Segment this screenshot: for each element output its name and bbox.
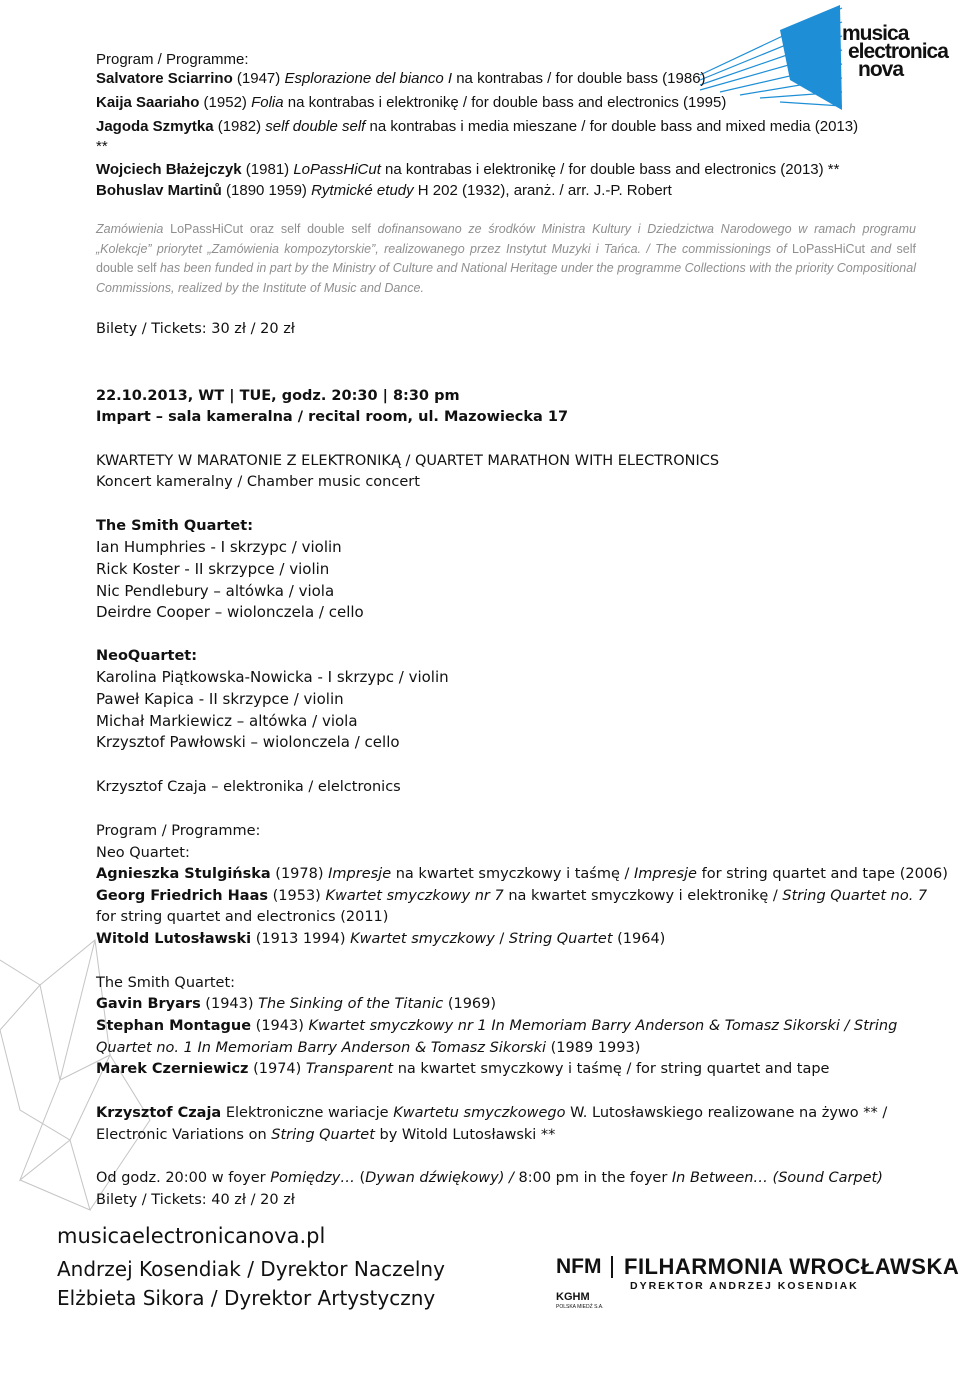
- list-item: Nic Pendlebury – altówka / viola: [96, 581, 335, 600]
- filharmonia-director: DYREKTOR ANDRZEJ KOSENDIAK: [630, 1280, 859, 1292]
- work-detail: for string quartet and tape (2006): [696, 866, 948, 882]
- work-title: The Sinking of the Titanic: [258, 996, 444, 1012]
- composer-name: Jagoda Szmytka: [96, 118, 214, 135]
- composer-year: (1974): [248, 1061, 306, 1077]
- program-item-montague: [96, 1016, 897, 1036]
- program-item-saariaho: [96, 93, 726, 113]
- kghm-sub: POLSKA MIEDŹ S.A.: [556, 1304, 604, 1310]
- program-item-bryars: [96, 994, 496, 1014]
- list-item: Krzysztof Pawłowski – wiolonczela / cello: [96, 733, 400, 752]
- work-title: String Quartet: [271, 1127, 375, 1143]
- program-item-montague-cont: [96, 1038, 640, 1058]
- event-title: KWARTETY W MARATONIE Z ELEKTRONIKĄ / QUARTET MARATHON WITH ELECTRONICS: [96, 453, 720, 469]
- work-title: String Quartet no. 7: [782, 888, 928, 904]
- composer-year: (1943): [251, 1018, 309, 1034]
- work-detail: (1964): [612, 931, 666, 947]
- work-title: Dywan dźwiękowy) /: [365, 1170, 514, 1186]
- composer-year: (1982): [213, 118, 266, 135]
- work-detail: na kwartet smyczkowy i taśmę /: [391, 866, 634, 882]
- logo-electronica: electronica: [848, 40, 948, 63]
- work-title: Folia: [251, 94, 284, 111]
- list-item: Deirdre Cooper – wiolonczela / cello: [96, 603, 364, 622]
- foyer-text: Od godz. 20:00 w foyer: [96, 1170, 271, 1186]
- composer-year: (1981): [241, 161, 294, 178]
- funding-credit: [96, 220, 916, 298]
- electronics-performer: Krzysztof Czaja – elektronika / elelctronics: [96, 779, 401, 795]
- work-title: Pomiędzy…: [270, 1170, 355, 1186]
- footer-url[interactable]: musicaelectronicanova.pl: [57, 1224, 326, 1248]
- list-item: Paweł Kapica - II skrzypce / violin: [96, 689, 344, 708]
- credit-part: dofinansowano ze środków Ministra Kultury i Dziedzictwa Narodowego w ramach programu „Kolekcje” priorytet „Zamówienia kompozytorskie”, realizowanego przez Instytut Muzyki i Tańca. / The commissionings of: [96, 222, 916, 256]
- smith-quartet-heading: The Smith Quartet:: [96, 518, 254, 534]
- composer-year: (1952): [199, 94, 252, 111]
- logo-musica: musica: [842, 22, 909, 45]
- work-title: Rytmické etudy: [311, 182, 414, 199]
- work-title: String Quartet: [508, 931, 613, 947]
- neo-quartet-label: Neo Quartet:: [96, 845, 190, 861]
- work-title: Kwartetu smyczkowego: [393, 1105, 566, 1121]
- tickets-2: Bilety / Tickets: 40 zł / 20 zł: [96, 1192, 295, 1208]
- work-detail: (1989 1993): [546, 1040, 641, 1056]
- kghm-logo: KGHM: [556, 1291, 590, 1303]
- work-detail: na kontrabas i elektronikę / for double bass and electronics (1995): [283, 94, 727, 111]
- foyer-text: (: [354, 1170, 366, 1186]
- work-title: Kwartet smyczkowy nr 1 In Memoriam Barry Anderson & Tomasz Sikorski / String: [308, 1018, 898, 1034]
- composer-year: (1913 1994): [251, 931, 351, 947]
- program-item-haas: [96, 886, 927, 906]
- program-item-sciarrino: [96, 69, 706, 89]
- composer-name: Salvatore Sciarrino: [96, 70, 233, 87]
- foyer-text: 8:00 pm in the foyer: [513, 1170, 672, 1186]
- composer-name: Witold Lutosławski: [96, 931, 252, 947]
- event-venue: Impart – sala kameralna / recital room, ul. Mazowiecka 17: [96, 409, 569, 425]
- work-detail: na kontrabas i elektronikę / for double bass and electronics (2013) **: [380, 161, 840, 178]
- work-detail: W. Lutosławskiego realizowane na żywo ** /: [565, 1105, 888, 1121]
- work-title: Impresje: [328, 866, 392, 882]
- footer-artistic-director: Elżbieta Sikora / Dyrektor Artystyczny: [57, 1286, 436, 1310]
- program-item-stulginska: [96, 864, 948, 884]
- work-detail: na kwartet smyczkowy i elektronikę /: [503, 888, 783, 904]
- list-item: Michał Markiewicz – altówka / viola: [96, 711, 358, 730]
- composer-name: Gavin Bryars: [96, 996, 201, 1012]
- program-item-lutoslawski: [96, 929, 665, 949]
- list-item: Karolina Piątkowska-Nowicka - I skrzypc / violin: [96, 668, 449, 686]
- work-title: self double self: [265, 118, 366, 135]
- program-item-haas-cont: for string quartet and electronics (2011): [96, 909, 389, 925]
- credit-part: has been funded in part by the Ministry of Culture and National Heritage under the programme Collections with the priority Compositional Commissions, realized by the Institute of Music and Dance.: [96, 261, 916, 295]
- credit-part: self double self: [96, 241, 916, 275]
- neoquartet-heading: NeoQuartet:: [96, 648, 198, 664]
- composer-name: Marek Czerniewicz: [96, 1061, 249, 1077]
- credit-part: LoPassHiCut oraz self double self: [170, 222, 371, 236]
- tickets-1: Bilety / Tickets: 30 zł / 20 zł: [96, 321, 295, 337]
- composer-name: Agnieszka Stulgińska: [96, 866, 271, 882]
- composer-year: (1890 1959): [221, 182, 312, 199]
- work-detail: Elektroniczne wariacje: [221, 1105, 394, 1121]
- footer-director: Andrzej Kosendiak / Dyrektor Naczelny: [57, 1257, 445, 1281]
- work-detail: Electronic Variations on: [96, 1127, 272, 1143]
- program-item-martinu: [96, 181, 672, 201]
- filharmonia-logo-text: FILHARMONIA WROCŁAWSKA: [624, 1254, 960, 1279]
- smith-quartet-label: The Smith Quartet:: [96, 975, 236, 991]
- premiere-mark: **: [96, 138, 108, 155]
- credit-part: and: [865, 241, 897, 256]
- work-title: In Between… (Sound Carpet): [671, 1170, 883, 1186]
- work-detail: /: [494, 931, 509, 947]
- composer-year: (1943): [200, 996, 259, 1012]
- work-title: Esplorazione del bianco I: [284, 70, 453, 87]
- work-detail: by Witold Lutosławski **: [374, 1127, 556, 1143]
- work-title: Kwartet smyczkowy nr 7: [325, 888, 504, 904]
- composer-name: Stephan Montague: [96, 1018, 252, 1034]
- composer-name: Georg Friedrich Haas: [96, 888, 269, 904]
- composer-name: Krzysztof Czaja: [96, 1105, 222, 1121]
- composer-name: Wojciech Błażejczyk: [96, 161, 242, 178]
- program-item-blazejczyk: [96, 160, 839, 180]
- list-item: Ian Humphries - I skrzypc / violin: [96, 538, 342, 556]
- logo-nova: nova: [858, 58, 904, 81]
- event-date: 22.10.2013, WT | TUE, godz. 20:30 | 8:30 pm: [96, 388, 460, 404]
- event-subtitle: Koncert kameralny / Chamber music concert: [96, 474, 420, 490]
- composer-year: (1953): [268, 888, 326, 904]
- work-title: Impresje: [633, 866, 697, 882]
- program-label-2: Program / Programme:: [96, 823, 261, 839]
- composer-name: Kaija Saariaho: [96, 94, 200, 111]
- work-detail: na kwartet smyczkowy i taśmę / for string quartet and tape: [393, 1061, 830, 1077]
- program-item-czerniewicz: [96, 1059, 829, 1079]
- credit-part: Zamówienia: [96, 222, 171, 236]
- work-title: Kwartet smyczkowy: [350, 931, 495, 947]
- credit-part: LoPassHiCut: [792, 241, 865, 256]
- work-detail: na kontrabas / for double bass (1986): [452, 70, 706, 87]
- composer-year: (1947): [232, 70, 285, 87]
- work-detail: (1969): [443, 996, 497, 1012]
- smith-member-list: [96, 537, 364, 624]
- program-item-czaja-cont: [96, 1125, 555, 1145]
- neo-member-list: [96, 667, 449, 754]
- nfm-logo: NFM: [556, 1255, 602, 1278]
- composer-name: Bohuslav Martinů: [96, 182, 222, 199]
- work-title: Quartet no. 1 In Memoriam Barry Anderson & Tomasz Sikorski: [96, 1040, 547, 1056]
- work-title: LoPassHiCut: [293, 161, 381, 178]
- program-label-1: Program / Programme:: [96, 51, 249, 68]
- work-detail: na kontrabas i media mieszane / for double bass and mixed media (2013): [365, 118, 859, 135]
- list-item: Rick Koster - II skrzypce / violin: [96, 559, 330, 578]
- work-detail: H 202 (1932), aranż. / arr. J.-P. Robert: [413, 182, 672, 199]
- work-title: Transparent: [305, 1061, 394, 1077]
- program-item-szmytka: [96, 117, 858, 137]
- program-item-czaja: [96, 1103, 887, 1123]
- composer-year: (1978): [270, 866, 329, 882]
- foyer-event: [96, 1168, 883, 1188]
